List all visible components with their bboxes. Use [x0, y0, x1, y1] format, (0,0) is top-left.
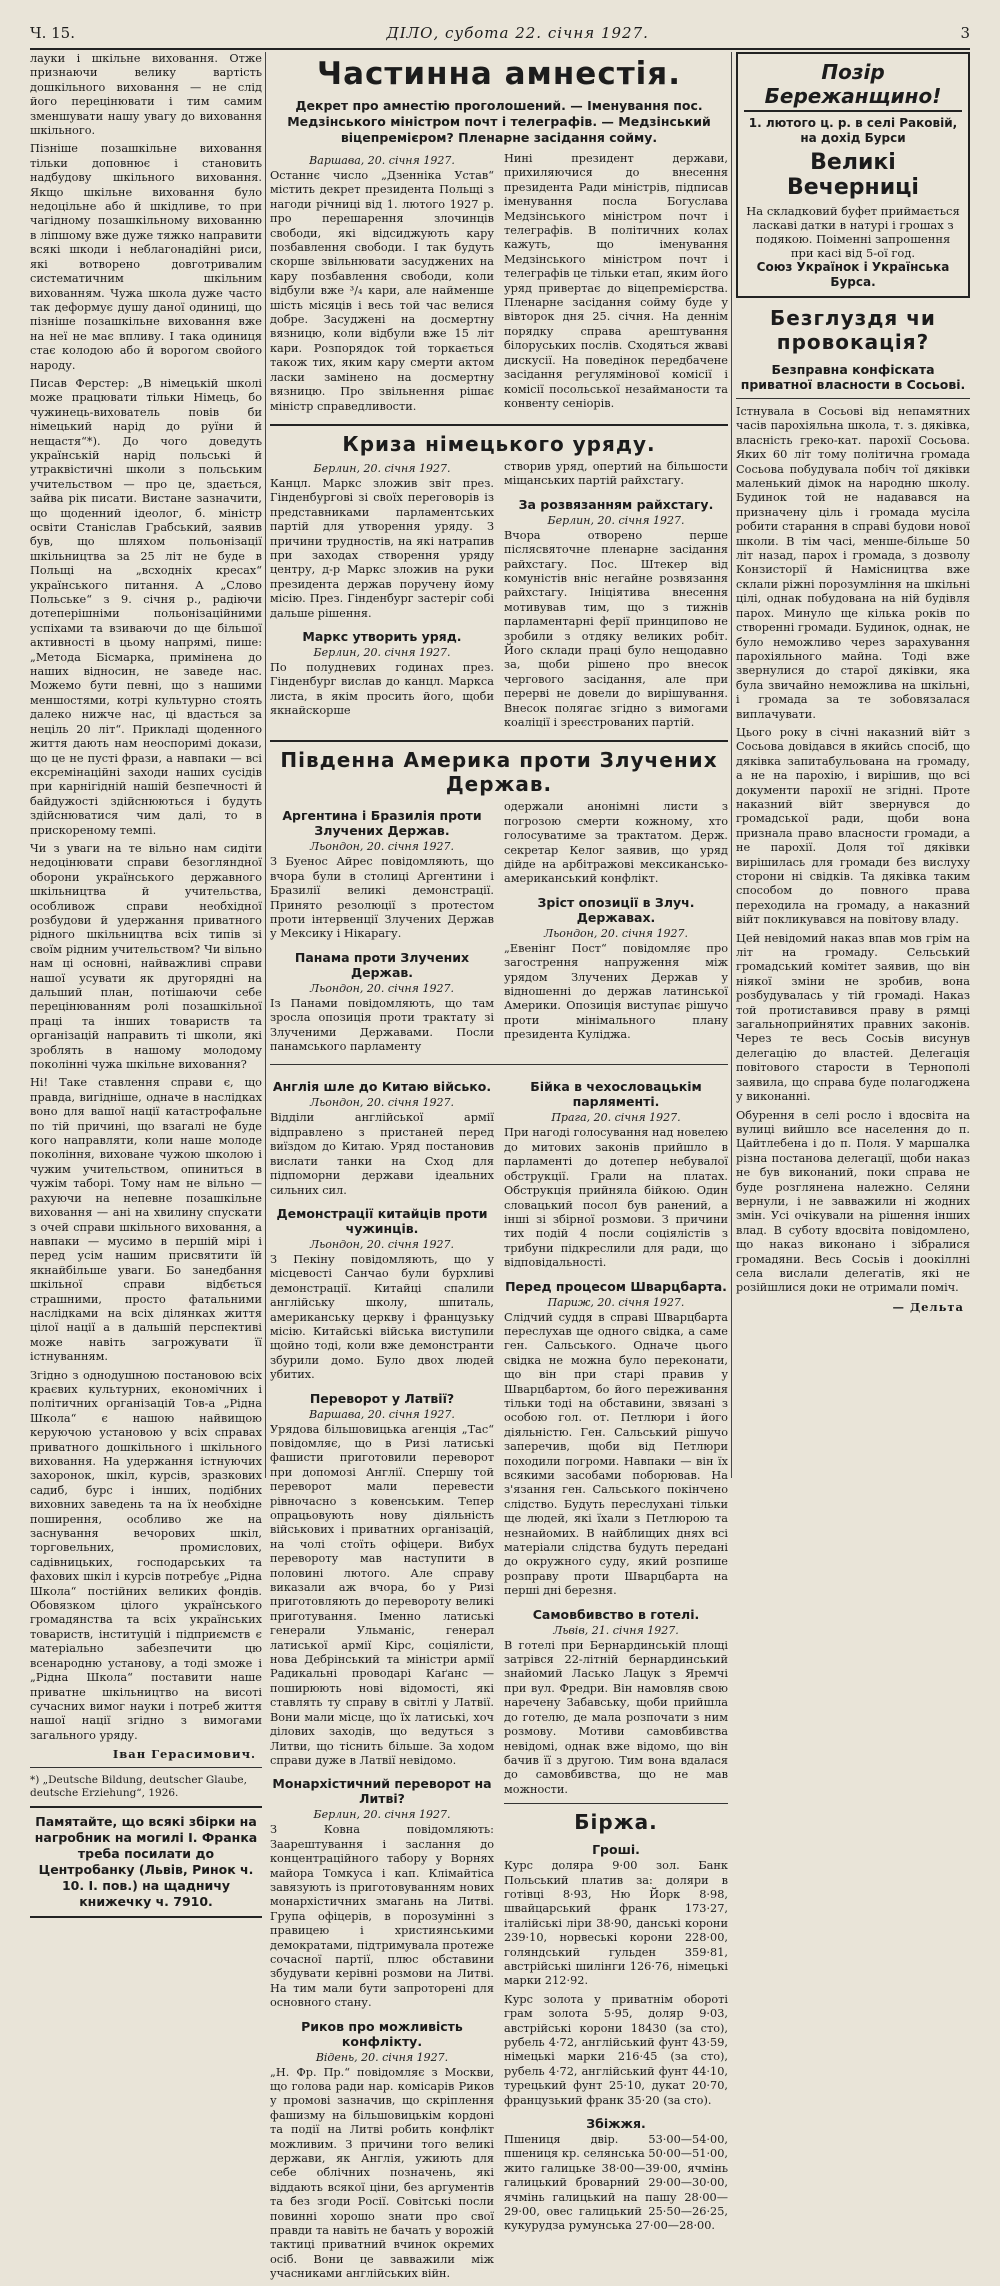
amnesty-body [270, 152, 728, 418]
headline-germany: Криза німецького уряду. [342, 431, 656, 456]
dateline: Париж, 20. січня 1927. [547, 1295, 685, 1309]
headline-america: Південна Америка проти Злучених Держав. [280, 748, 718, 797]
dateline: Льондон, 20. січня 1927. [544, 926, 688, 940]
ad-event-name: Великі Вечерниці [787, 150, 919, 200]
article-paragraph: одержали анонімні листи з погрозою смерти кожному, хто голосуватиме за трактатом. Держ. секретар Келог заявив, що уряд дійде на арбітражові мексикансько-американський конфлікт. [504, 800, 728, 886]
article-paragraph: При нагоді голосування над новелею до митових законів прийшло в парламенті до дотепер небувалої обструкції. Грали на платах. Обструкція прийняла бійкою. Один словацький посол був ранений, а інші зі збірної розмови. З причини тих подій 4 посли соціялістів з трибуни підкреслили для ради, що відповідальності. [504, 1126, 728, 1270]
dateline: Львів, 21. січня 1927. [553, 1623, 679, 1637]
dateline: Льондон, 20. січня 1927. [310, 840, 454, 854]
ad-date-line: 1. лютого ц. р. в селі Раковій, на дохід Бурси [748, 116, 958, 145]
article-paragraph: лауки і шкільне виховання. Отже признаючи велику вартість дошкільного виховання — не слід його перецінювати і тим самим зменшувати нашу увагу до виховання шкільного. [30, 52, 262, 138]
article-paragraph: Писав Ферстер: „В німецькій школі може працювати тільки Німець, бо чужинець-вихователь повів би німецький нарід до руїни й нещастя“*). До чого доведуть українській нарід польські й утраквістичні школи з польським учительством — про це, здається, зайва рік писати. Вистане зазначити, що щоденний ідеолог, б. міністр освіти Станіслав Грабський, заявив був, що шляхом польонізації шкільництва за 25 літ не буде в Польщі на „всходніх кресах“ українського питання. А „Слово Польське“ з 9. січня р., радіючи дотеперішніми польонізаційними успіхами та взиваючи до ще більшої активності в цьому напрямі, пише: „Метода Бісмарка, примінена до наших відносин, не заведе нас. Можемо бути певні, що з нашими меншостями, котрі культурно стоять далеко нижче нас, ці вдасться за неціль 20 літ“. Прикладі щоденного життя дають нам неоспоримі докази, що це не пусті фрази, а навпаки — всі ексремінаційні заходи наших сусідів при карнігідній нашій безпечності й байдужості здійснюються і будуть здійснюватися чим далі, то в прискореному темпі. [30, 376, 262, 837]
subheadline: Демонстрації китайців проти чужинців. [276, 1205, 488, 1236]
headline-latvia: Переворот у Латвії? [309, 1390, 455, 1406]
exchange-rates: Курс доляра 9·00 зол. Банк Польський платив за: доляри в готівці 8·93, Ню Йорк 8·98, швайцарський франк 173·27, італійські ліри 38·90, данські корони 239·10, норвеські корони 228·00, голяндський гульден 359·81, австрійські шилінги 126·76, німецькі марки 212·92. [504, 1859, 728, 1988]
page-section-number: Ч. 15. [30, 24, 75, 42]
article-paragraph: Нині президент держави, прихиляючися до внесення президента Ради міністрів, підписав іменування посла Богуслава Медзінського міністром почт і телеграфів. В політичних колах кажуть, що іменування Медзінського міністром почт і телеграфів це тільки етап, яким його уряд привертає до віцепремієрства. Пленарне засідання сойму буде у вівторок дня 25. січня. На деннім порядку справа арештування білоруських послів. Сходяться жваві дискусії. На поведінок передбачене засідання регулямінової комісії і комісії посольської незайманости та конвенту сеніорів. [504, 152, 728, 410]
divider [736, 398, 970, 399]
author-signature: — Дельта [892, 1299, 964, 1314]
headline-lithuania: Монархістичний переворот на Литві? [272, 1776, 492, 1807]
dateline: Варшава, 20. січня 1927. [309, 1407, 455, 1421]
article-paragraph: Істнувала в Сосьові від непамятних часів парохіяльна школа, т. з. дяківка, власність греко-кат. парохії Сосьова. Яких 60 літ тому політична громада Сосьова побудувала побіч тої дяківки маленький дімок на народню школу. Будинок той не надавався на призначену ціль і громада мусіла робити старання в справі будови нової школи. В тім часі, менше-більше 50 літ назад, парох і громада, з дозволу Конзисторії й Намісництва вже склали ріжні порозумління на шкільні цілі, однак побудована на ній будівля парох. Минуло ще кілька років по створенні громади. Будинок, однак, не було неможливо через зарахування парохіяльного майна. Тоді вже звернулися до старої дяківки, яка була звичайно неможлива на шкільні, і громада за те зобовязалася виплачувати. [736, 405, 970, 721]
column-left [30, 52, 262, 1910]
headline-china: Англія шле до Китаю військо. [272, 1079, 492, 1095]
dateline: Льондон, 20. січня 1927. [310, 981, 454, 995]
article-paragraph: По полудневих годинах през. Гінденбург вислав до канцл. Маркса листа, в якім просить його, щоби якнайскорше [270, 660, 494, 718]
article-paragraph: Урядова більшовицька агенція „Тас“ повідомляє, що в Ризі латиські фашисти приготовили переворот при допомозі Англії. Спершу той переворот мали перевести рівночасно з ковенським. Тепер опрацьовують нову діяльність військових і приватних організацій, на чолі стоїть офіцери. Вибух перевороту мав наступити в половині лютого. Але справу виказали аж вчора, бо у Ризі приготовляють до перевороту великі приготування. Іменно латиські генерали Ульманіс, генерал латиської армії Кірс, соціялісти, нова Дебрінський та міністри армії Радикальні проводарі Каґанс — поширюють нові відомості, які ставлять ту справу в світлі у Латвії. Вони мали місце, що їх латиські, хоч ділових заходів, що ведуться з Литви, що тіснить більше. За ходом справи дуже в Латвії невідомо. [270, 1422, 494, 1767]
headline-suicide: Самовбивство в готелі. [532, 1606, 700, 1622]
column-center [270, 52, 728, 2281]
dateline: Варшава, 20. січня 1927. [309, 154, 455, 167]
column-rule-right [731, 52, 732, 1478]
article-paragraph: В готелі при Бернардинській площі затрівся 22-літній бернардинський знайомий Ласько Лацук з Яремчі при вул. Фредри. Він намовляв свою наречену Забавську, щоби прийшла до готелю, де мала розпочати з ним розмову. Мотиви самовбивства невідомі, однак вже відомо, що він бачив її з другою. Тим вона вдалася до самовбивства, що не мав можности. [504, 1638, 728, 1796]
column-right [736, 52, 970, 1488]
page-number: 3 [960, 24, 970, 42]
article-paragraph: З Пекіну повідомляють, що у місцевості Санчао були бурхливі демонстрації. Китайці спалили англійську школу, шпиталь, американську церкву і французьку місію. Китайські війська виступили щойно тоді, коли вже демонстранти збурили домо. Було двох людей убитих. [270, 1252, 494, 1382]
headline-rykov: Риков про можливість конфлікту. [301, 2018, 463, 2049]
divider [504, 1803, 728, 1804]
dateline: Берлин, 20. січня 1927. [313, 461, 451, 475]
dateline: Відень, 20. січня 1927. [315, 2050, 449, 2064]
divider [270, 1064, 728, 1065]
lower-news [270, 1071, 728, 2285]
article-paragraph: Слідчий суддя в справі Шварцбарта переслухав ще одного свідка, а саме ген. Сальського. Одначе цього свідка не можна було переконати, що він при старі правив у Шварцбартом, бо його переживання тільки тоді на обставини, звязані з особою гол. от. Петлюри і його діяльністю. Ген. Сальський рішучо заперечив, щоби від Петлюри походили погроми. Навпаки — він їх всякими засобами поборював. На з'язання ген. Сальського покінчено слідство. Будуть переслухані тільки ще людей, які їхали з Петлюрою та незнайомих. В найблищих днях всі матеріали слідства будуть передані до окружного суду, який розпише розправу проти Шварцбарта на перші дні березня. [504, 1310, 728, 1598]
headline-czech: Бійка в чехословацькім парляменті. [530, 1079, 702, 1110]
grain-prices: Пшениця двір. 53·00—54·00, пшениця кр. селянська 50·00—51·00, жито галицьке 38·00—39·00, ячмінь галицький броварний 29·00—30·00, ячмінь галицький на пашу 28·00—29·00, овес галицький 25·50—26·25, кукурудза румунська 27·00—28·00. [504, 2133, 728, 2233]
article-paragraph: Згідно з однодушною постановою всіх краєвих культурних, економічних і політичних організацій Тов-а „Рідна Школа“ є нашою найвищою керуючою установою у всіх справах приватного дошкільного і шкільного виховання. На удержання істнуючих захоронок, шкіл, курсів, зразкових садиб, бурс і інших, подібних виховних заведень та на їх необхідне поширення, особливо же на заснування вечорових шкіл, торговельних, промислових, садівницьких, господарських та фахових шкіл і курсів потребує „Рідна Школа“ постійних великих фондів. Обовязком цілого українського громадянства та всіх українських товариств, інституцій і підприємств є матеріально забезпечити цю всенародню установу, а тоді зможе і „Рідна Школа“ поставити наше приватне шкільництво на висоті сучасних вимог науки і потреб життя нашої нації згідно з вимогами загального уряду. [30, 1368, 262, 1742]
page-header [30, 18, 970, 50]
subheadline: За розвязанням райхстагу. [518, 496, 714, 512]
article-paragraph: З Ковна повідомляють: Заарештування і заслання до концентраційного табору у Ворнях майора Томкуса і кап. Клімайтіса завязують із приготовуванням нових монархістичних змагань на Литві. Група офіцерів, в порозумінні з правицею і християнськими демократами, підтримувала протеже сочасної партії, плюс обставини збудувати керівні розмови на Литві. На тим мали бути запроторені для основного стану. [270, 1823, 494, 2010]
headline-schwartzbart: Перед процесом Шварцбарта. [505, 1278, 727, 1294]
article-paragraph: Пізніше позашкільне виховання тільки доповнює і становить надбудову шкільного виховання. Якщо шкільне виховання було недоцільне або й шкідливе, то при чагідному позашкільному вихованню в ліпшому вже дуже тяжко направити всякі шкоди і неблагонадійні риси, які вотворено довготривалим систематичним шкільним вихованням. Чужа школа дуже часто так деформує душу даної одиниці, що пізніше позашкільне виховання вже на неї не має впливу. І така одиниця стає колодою або й ворогом свойого народу. [30, 142, 262, 372]
article-paragraph: Відділи англійської армії відправлено з пристаней перед виїздом до Китаю. Уряд постановив вислати танки на Сход для підпоморни держави ідеальних сильних сил. [270, 1111, 494, 1197]
dateline: Берлин, 20. січня 1927. [313, 645, 451, 659]
article-paragraph: Цього року в січні наказний війт з Сосьова довідався в якийсь спосіб, що дяківка запитабульована на громаду, а не на парохію, і вирішив, що всі документи парохії не згідні. Проте наказний війт звернувся до громадської ради, щоби вона признала право власности громади, а не парохії. Доля тої дяківки вирішилась для громади без вислуху сторони ні свідків. Та дяківка таким способом до повного права переходила на громаду, а наказний війт покликувався на повітову владу. [736, 725, 970, 927]
divider [30, 1916, 262, 1918]
article-paragraph: Останнє число „Дзенніка Устав“ містить декрет президента Польщі з нагоди річниці від 1. лютого 1927 р. про перешарення злочинців свободи, які відсиджують кару позбавлення свободи. І так будуть скорше звільнювати засуджених на кару позбавлення свободи, коли відбули вже ³/₄ кари, але найменше шість місяців і весь той час велися добре. Засуджені на досмертну вязницю, коли відбули вже 15 літ кари. Розпорядок той торкається також тих, яким кару смерти актом ласки замінено на досмертну вязницю. Про звільнення рішає міністр справедливости. [270, 169, 494, 413]
subheadline: Маркс утворить уряд. [302, 628, 462, 644]
divider [270, 424, 728, 426]
gold-rates: Курс золота у приватнім обороті грам золота 5·95, доляр 9·03, австрійські корони 18430 (за сто), рубель 4·72, англійський фунт 43·59, німецькі марки 216·45 (за сто), рубель 4·72, англійський фунт 44·10, турецький фунт 25·10, дукат 20·70, французький франк 35·20 (за сто). [504, 1992, 728, 2107]
subheadline: Збіжжя. [586, 2116, 646, 2132]
article-paragraph: Цей невідомий наказ впав мов грім на літ на громаду. Сельський громадський комітет заявив, що він ніякої зміни не зробив, вона розбудувалась у тій громаді. Наказ той протиставився праву в рямці загальноприйнятих правних законів. Через те весь Сосьів висунув делегацію до властей. Делегація повітового старости в Тернополі заявила, що справа буде полагоджена у виконанні. [736, 931, 970, 1104]
article-paragraph: Обурення в селі росло і вдосвіта на вулиці вийшло все населення до п. Цайтлебена і до п. Поля. У маршалка різна постанова делегації, щоби наказ не був виконаний, поки справа не буде розглянена належно. Селяни вернули, і не завважили ні жодних змін. Усі очікували на рішення інших влад. В суботу вдосвіта повідомлено, що наказ виконано і зібралися громадяни. Весь Сосьів і доокіллні села вислали делегатів, які не розійшлися доки не отримали поміч. [736, 1108, 970, 1295]
article-paragraph: Ні! Таке ставлення справи є, що правда, вигідніше, одначе в наслідках воно для вашої нації катастрофальне по тій причині, що взагалі не буде кого направляти, коли наше молоде покоління, виховане чужою школою і чужим учительством, опиниться в чужім таборі. Тому нам не вільно — рахуючи на непевне позашкільне виховання — ані на хвилину спускати з очей справи шкільного виховання, а навпаки — мусимо в першій мірі і перед усім нашим присвятити їй якнайбільше уваги. Бо занедбання шкільної справи відбється страшними, просто фатальними наслідками на всіх ділянках життя цілої нації а в дальшій перспективі може навіть загрожувати її істнуванням. [30, 1076, 262, 1364]
headline-sosiv: Безглуздя чи провокація? [770, 306, 936, 354]
ad-title: Позір Бережанщино! [744, 60, 962, 112]
article-paragraph: „Н. Фр. Пр.“ повідомляє з Москви, що голова ради нар. комісарів Риков у промові зазначив, що скріплення фашизму на більшовицькім кордоні та події на Литві робить конфлікт можливим. З причини того великі держави, як Англія, ужиють для себе облічних позначень, які віддають всякої ціни, без аргументів та без згоди Росії. Совітські посли повинні хорошо знати про свої правди та навіть не бачать у ворожій тактиці приватний вчинок окремих осіб. Вони це завважили між учасниками англійських війн. [270, 2065, 494, 2281]
column-rule-left [265, 52, 266, 1478]
article-paragraph: З Буенос Айрес повідомляють, що вчора були в столиці Аргентини і Бразилії великі демонстрації. Принято резолюції з протестом проти інтервенції Злучених Держав у Мексику і Нікарагу. [270, 855, 494, 941]
dateline: Льондон, 20. січня 1927. [310, 1096, 454, 1110]
america-body [270, 800, 728, 1058]
subheadline: Зріст опозиції в Злуч. Державах. [537, 894, 695, 925]
divider [30, 1767, 262, 1768]
subheadline: Панама проти Злучених Держав. [294, 949, 470, 980]
franko-monument-notice: Памятайте, що всякі збірки на нагробник на могилі І. Франка треба посилати до Центробанку (Львів, Ринок ч. 10. І. пов.) на щадничу книжечку ч. 7910. [34, 1814, 258, 1910]
headline-exchange: Біржа. [574, 1810, 658, 1835]
subheadline: Аргентина і Бразилія проти Злучених Держав. [282, 808, 482, 839]
article-paragraph: створив уряд, опертий на більшости міщанських партій райхстагу. [504, 459, 728, 488]
article-paragraph: Вчора отворено перше післясвяточне пленарне засідання райхстагу. Пос. Штекер від комуністів вніс негайне розвязання райхстагу. Ініціятива внесення мотивував тим, що з тижнів парламентарні ферії принципово не зробили з отдяку великих робіт. Його склади праці було нещодавно за, щоби рішено про внесок чергового засідання, але при перерві не довели до вирішування. Внесок полягає згідно з вимогами коаліції і зреєстрованих партій. [504, 528, 728, 729]
divider [30, 1806, 262, 1808]
article-paragraph: Із Панами повідомляють, що там зросла опозиція проти трактату зі Злученими Державами. Посли панамського парламенту [270, 996, 494, 1054]
amnesty-lead: Декрет про амнестію проголошений. — Іменування пос. Медзінського міністром почт і телеграфів. — Медзінський віцепремієром? Пленарне засідання сойму. [287, 98, 711, 145]
author-signature: Іван Герасимович. [112, 1747, 256, 1762]
headline-amnesty: Частинна амнестія. [317, 56, 681, 92]
dateline: Берлин, 20. січня 1927. [313, 1808, 451, 1822]
article-paragraph: Канцл. Маркс зложив звіт през. Гінденбургові зі своїх переговорів із представниками парламентських партій для утворення уряду. З причини трудностів, на які натрапив при заходах створення уряду центру, д-р Маркс зложив на руки президента держав поручену йому місію. През. Гінденбург застеріг собі дальше рішення. [270, 476, 494, 620]
dateline: Льондон, 20. січня 1927. [310, 1237, 454, 1251]
masthead-date: ДІЛО, субота 22. січня 1927. [386, 24, 649, 42]
subheadline: Гроші. [592, 1842, 640, 1858]
germany-body [270, 460, 728, 735]
ad-text: На складковий буфет приймається ласкаві датки в натурі і грошах з подякою. Поіменні запрошення при касі від 5-ої год. [746, 204, 960, 260]
dateline: Прага, 20. січня 1927. [551, 1111, 681, 1125]
dateline: Берлин, 20. січня 1927. [547, 513, 685, 527]
ad-organizers: Союз Українок і Українська Бурса. [756, 260, 950, 289]
advertisement-box [736, 52, 970, 298]
article-paragraph: Чи з уваги на те вільно нам сидіти недоцінювати справи безогляндної оборони українського державного шкільництва й учительства, особливож справи необхідної розбудови й удержання приватного рідного шкільництва всіх типів зі своїм рідним учительством? Чи вільно нам ці основні, найважливі справи нашої усувати як другорядні на дальший план, потішаючи себе перецінюванням ролі позашкільної праці та інших товариств та організацій направить ті школи, які зроблять в нашому молодому поколінні чужа шкільне виховання? [30, 841, 262, 1072]
footnote: *) „Deutsche Bildung, deutscher Glaube, deutsche Erziehung“, 1926. [30, 1774, 247, 1800]
article-paragraph: „Евенінг Пост“ повідомляє про загострення напруження між урядом Злучених Держав у відношенні до держав латинської Америки. Опозиція виступає рішучо проти мінімального плану президента Куліджа. [504, 941, 728, 1042]
subheadline: Безправна конфіската приватної власности в Сосьові. [740, 362, 966, 392]
divider [270, 740, 728, 742]
